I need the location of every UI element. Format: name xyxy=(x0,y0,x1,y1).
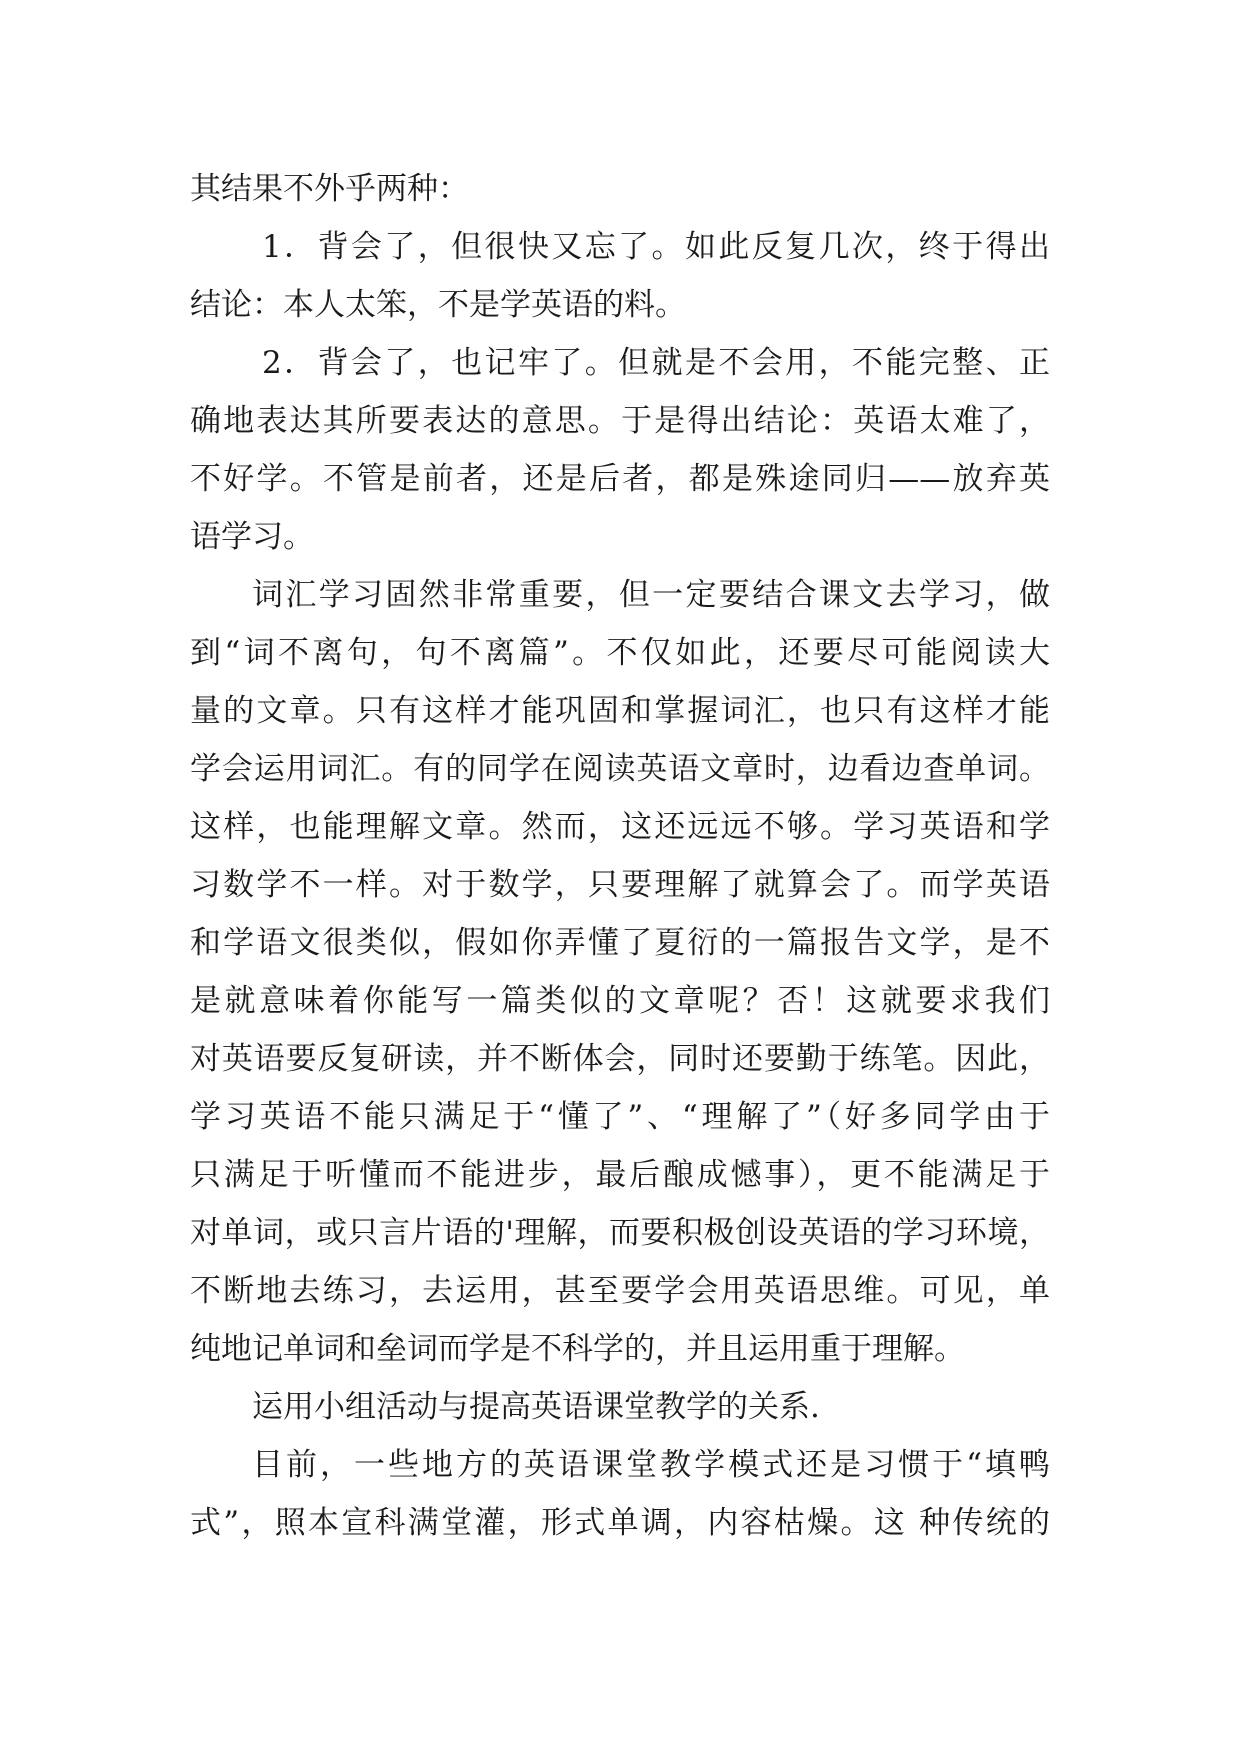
paragraph-vocab-line-8: 是就意味着你能写一篇类似的文章呢？否！这就要求我们 xyxy=(190,983,1050,1019)
paragraph-vocab-line-1: 词汇学习固然非常重要，但一定要结合课文去学习，做 xyxy=(252,577,1050,613)
paragraph-current-line-2: 式”，照本宣科满堂灌，形式单调，内容枯燥。这 种传统的 xyxy=(190,1505,1050,1541)
list-item-2-line-1: 2．背会了，也记牢了。但就是不会用，不能完整、正 xyxy=(262,345,1050,381)
paragraph-vocab-line-11: 只满足于听懂而不能进步，最后酿成憾事），更不能满足于 xyxy=(190,1157,1050,1193)
paragraph-vocab-line-3: 量的文章。只有这样才能巩固和掌握词汇，也只有这样才能 xyxy=(190,693,1050,729)
list-item-1-line-2: 结论：本人太笨，不是学英语的料。 xyxy=(190,287,686,323)
paragraph-current-line-1: 目前，一些地方的英语课堂教学模式还是习惯于“填鸭 xyxy=(252,1447,1050,1483)
paragraph-vocab-line-5: 这样，也能理解文章。然而，这还远远不够。学习英语和学 xyxy=(190,809,1050,845)
document-body xyxy=(190,160,1050,1552)
list-item-1-line-1: 1．背会了，但很快又忘了。如此反复几次，终于得出 xyxy=(262,229,1050,265)
paragraph-vocab-line-9: 对英语要反复研读，并不断体会，同时还要勤于练笔。因此， xyxy=(190,1041,1050,1077)
paragraph-vocab-line-14: 纯地记单词和垒词而学是不科学的，并且运用重于理解。 xyxy=(190,1331,965,1367)
section-heading: 运用小组活动与提高英语课堂教学的关系. xyxy=(252,1389,820,1425)
paragraph-line-intro: 其结果不外乎两种： xyxy=(190,171,469,207)
paragraph-vocab-line-4: 学会运用词汇。有的同学在阅读英语文章时，边看边查单词。 xyxy=(190,751,1050,787)
paragraph-vocab-line-13: 不断地去练习，去运用，甚至要学会用英语思维。可见，单 xyxy=(190,1273,1050,1309)
list-item-2-line-3: 不好学。不管是前者，还是后者，都是殊途同归——放弃英 xyxy=(190,461,1050,497)
list-item-2-line-4: 语学习。 xyxy=(190,519,314,555)
paragraph-vocab-line-7: 和学语文很类似，假如你弄懂了夏衍的一篇报告文学，是不 xyxy=(190,925,1050,961)
paragraph-vocab-line-2: 到“词不离句，句不离篇”。不仅如此，还要尽可能阅读大 xyxy=(190,635,1050,671)
paragraph-vocab-line-6: 习数学不一样。对于数学，只要理解了就算会了。而学英语 xyxy=(190,867,1050,903)
list-item-2-line-2: 确地表达其所要表达的意思。于是得出结论：英语太难了， xyxy=(190,403,1050,439)
paragraph-vocab-line-12: 对单词，或只言片语的'理解，而要积极创设英语的学习环境， xyxy=(190,1215,1050,1251)
paragraph-vocab-line-10: 学习英语不能只满足于“懂了”、“理解了”（好多同学由于 xyxy=(190,1099,1050,1135)
